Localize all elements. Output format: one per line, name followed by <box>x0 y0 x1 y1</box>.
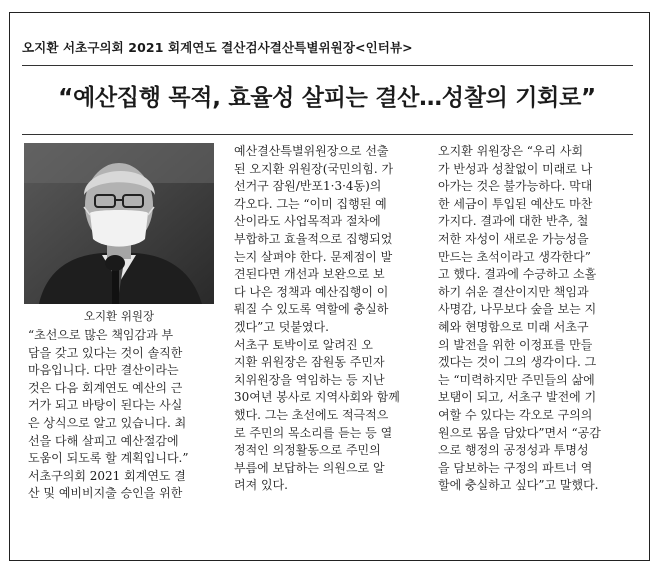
body-column-3 <box>438 143 638 495</box>
photo-caption: 오지환 위원장 <box>83 309 155 323</box>
body-line: 는 “미력하지만 주민들의 삶에 <box>438 372 595 387</box>
body-line: 하기 쉬운 결산이지만 책임과 <box>438 284 589 299</box>
body-line: 것은 다음 회계연도 예산의 근 <box>28 380 183 395</box>
body-line: 서초구 토박이로 알려진 오 <box>234 337 373 352</box>
body-line: 선을 다해 살피고 예산절감에 <box>28 433 179 448</box>
body-line: 가지다. 결과에 대한 반추, 철 <box>438 214 589 229</box>
body-line: 된 오지환 위원장(국민의힘. 가 <box>234 161 394 176</box>
body-line: 견된다면 개선과 보완으로 보 <box>234 267 385 282</box>
body-line: 로 주민의 목소리를 듣는 등 열 <box>234 425 393 440</box>
body-line: 정적인 의정활동으로 주민의 <box>234 443 381 458</box>
body-line: 산 및 예비비지출 승인을 위한 <box>28 486 183 501</box>
body-line: 마음입니다. 다만 결산이라는 <box>28 363 179 378</box>
body-line: 오지환 위원장은 “우리 사회 <box>438 144 584 158</box>
body-line: 했다. 그는 초선에도 적극적으 <box>234 407 389 422</box>
body-line: 의 발전을 위한 이정표를 만들 <box>438 337 593 352</box>
body-line: “초선으로 많은 책임감과 부 <box>28 328 174 342</box>
body-line: 산이라도 사업목적과 절차에 <box>234 214 381 229</box>
body-line: 보탬이 되고, 서초구 발전에 기 <box>438 390 597 405</box>
body-line: 다 나은 정책과 예산집행이 이 <box>234 284 389 299</box>
body-line: 도움이 되도록 할 계획입니다.” <box>28 451 189 466</box>
body-line: 서초구의회 2021 회계연도 결 <box>28 468 186 483</box>
body-line: 부합하고 효율적으로 집행되었 <box>234 231 393 246</box>
body-line: 는지 살펴야 한다. 문제점이 발 <box>234 249 393 264</box>
body-line: 지환 위원장은 잠원동 주민자 <box>234 355 385 370</box>
body-line: 려져 있다. <box>234 478 288 493</box>
body-line: 은 상식으로 알고 있습니다. 최 <box>28 415 187 430</box>
body-line: 거가 되고 바탕이 된다는 사실 <box>28 398 183 413</box>
article-kicker: 오지환 서초구의회 2021 회계연도 결산검사결산특별위원장<인터뷰> <box>22 40 413 55</box>
body-line: 선거구 잠원/반포1·3·4동)의 <box>234 179 382 194</box>
body-line: 혜와 현명함으로 미래 서초구 <box>438 319 589 334</box>
body-line: 가 반성과 성찰없이 미래로 나 <box>438 161 593 176</box>
body-line: 담을 갖고 있다는 것이 솔직한 <box>28 345 183 360</box>
divider-top <box>22 65 633 66</box>
body-line: 30여년 봉사로 지역사회와 함께 <box>234 390 400 405</box>
body-line: 으로 행정의 공정성과 투명성 <box>438 443 589 458</box>
body-line: 여할 수 있다는 각오로 구의의 <box>438 407 593 422</box>
body-line: 만드는 초석이라고 생각한다” <box>438 249 591 264</box>
body-line: 겠다”고 덧붙였다. <box>234 319 329 334</box>
portrait-photo <box>24 143 214 304</box>
body-line: 아가는 것은 불가능하다. 막대 <box>438 179 593 194</box>
body-line: 뤄질 수 있도록 역할에 충실하 <box>234 302 389 317</box>
body-line: 사명감, 나무보다 숲을 보는 지 <box>438 302 597 317</box>
body-column-1 <box>28 327 218 503</box>
body-line: 원으로 몸을 담았다”면서 “공감 <box>438 425 601 440</box>
body-line: 한 세금이 투입된 예산도 마찬 <box>438 196 593 211</box>
body-column-2 <box>234 143 434 495</box>
body-line: 저한 자성이 새로운 가능성을 <box>438 231 589 246</box>
divider-bottom <box>22 134 633 135</box>
body-line: 예산결산특별위원장으로 선출 <box>234 144 389 158</box>
body-line: 고 했다. 결과에 수긍하고 소홀 <box>438 267 597 282</box>
body-line: 할에 충실하고 싶다”고 말했다. <box>438 478 599 493</box>
body-line: 을 담보하는 구정의 파트너 역 <box>438 460 593 475</box>
body-line: 겠다는 것이 그의 생각이다. 그 <box>438 355 597 370</box>
body-line: 치위원장을 역임하는 등 지난 <box>234 372 385 387</box>
article-headline: “예산집행 목적, 효율성 살피는 결산…성찰의 기회로” <box>58 85 596 111</box>
body-line: 부름에 보답하는 의원으로 알 <box>234 460 385 475</box>
body-line: 각오다. 그는 “이미 집행된 예 <box>234 196 387 211</box>
